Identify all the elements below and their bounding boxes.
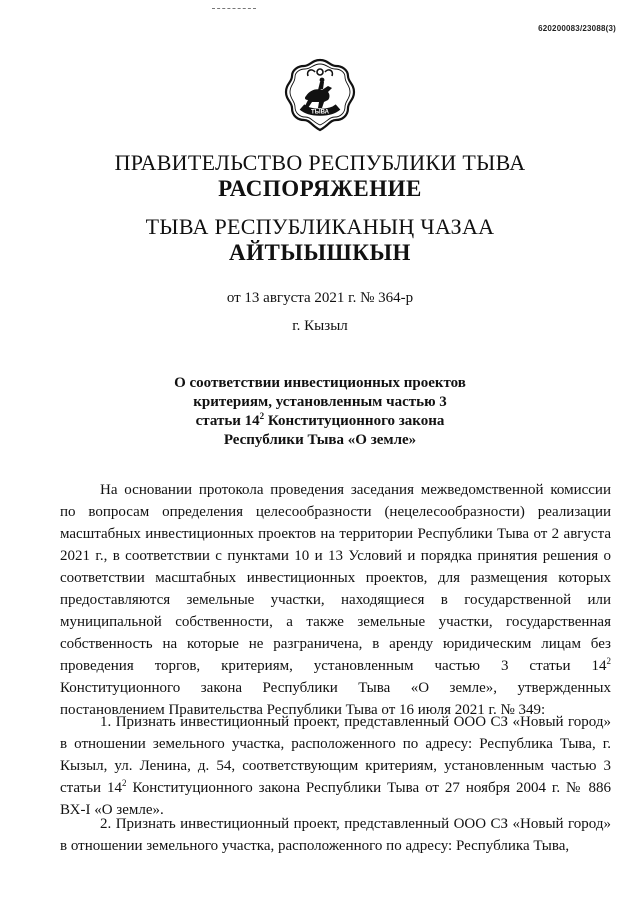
government-name-tyv: ТЫВА РЕСПУБЛИКАНЫҢ ЧАЗАА — [145, 214, 495, 239]
paragraph-text: Конституционного закона Республики Тыва «О земле», утвержденных постановлением Правительства Республики Тыва от 16 июля 2021 г. № 349: — [60, 680, 611, 718]
superscript: 2 — [606, 656, 611, 666]
preamble-paragraph — [60, 479, 611, 721]
coat-of-arms-emblem — [282, 58, 358, 134]
document-date-number: от 13 августа 2021 г. № 364-р — [226, 290, 414, 306]
document-title — [0, 374, 640, 450]
title-text: Конституционного закона — [264, 413, 445, 429]
title-line — [0, 412, 640, 431]
document-type-tyv: АЙТЫЫШКЫН — [229, 240, 411, 265]
document-id: 620200083/23088(3) — [538, 24, 616, 33]
title-text: статьи 14 — [195, 413, 260, 429]
title-line: Республики Тыва «О земле» — [223, 432, 417, 448]
emblem-text: ТЫВА — [311, 109, 329, 116]
superscript: 2 — [122, 778, 127, 788]
government-name-ru: ПРАВИТЕЛЬСТВО РЕСПУБЛИКИ ТЫВА — [114, 150, 526, 175]
clause-1-paragraph — [60, 711, 611, 821]
superscript: 2 — [259, 411, 265, 421]
paragraph-text: 1. Признать инвестиционный проект, представленный ООО СЗ «Новый город» в отношении земельного участка, расположенного по адресу: Республика Тыва, г. Кызыл, ул. Ленина, д. 54, соответствующим критериям, установленным частью 3 статьи 14 — [60, 714, 611, 796]
document-city: г. Кызыл — [292, 318, 348, 334]
clause-2-paragraph: 2. Признать инвестиционный проект, представленный ООО СЗ «Новый город» в отношении земельного участка, расположенного по адресу: Республика Тыва, — [60, 816, 611, 854]
scan-artifact — [212, 8, 256, 12]
paragraph-text: На основании протокола проведения заседания межведомственной комиссии по вопросам определения целесообразности (нецелесообразности) реализации масштабных инвестиционных проектов на территории Республики Тыва от 2 августа 2021 г., в соответствии с пунктами 10 и 13 Условий и порядка принятия решения о соответствии масштабных инвестиционных проектов, для размещения которых предоставляются земельные участки, находящиеся в государственной или муниципальной собственности, а также земельные участки, государственная собственность на которые не разграничена, в аренду юридическим лицам без проведения торгов, критериям, установленным частью 3 статьи 14 — [60, 482, 611, 674]
title-line: критериям, установленным частью 3 — [193, 394, 447, 410]
paragraph-text: Конституционного закона Республики Тыва от 27 ноября 2004 г. № 886 ВХ-I «О земле». — [60, 780, 611, 818]
title-line: О соответствии инвестиционных проектов — [174, 375, 466, 391]
document-type-ru: РАСПОРЯЖЕНИЕ — [218, 176, 422, 201]
